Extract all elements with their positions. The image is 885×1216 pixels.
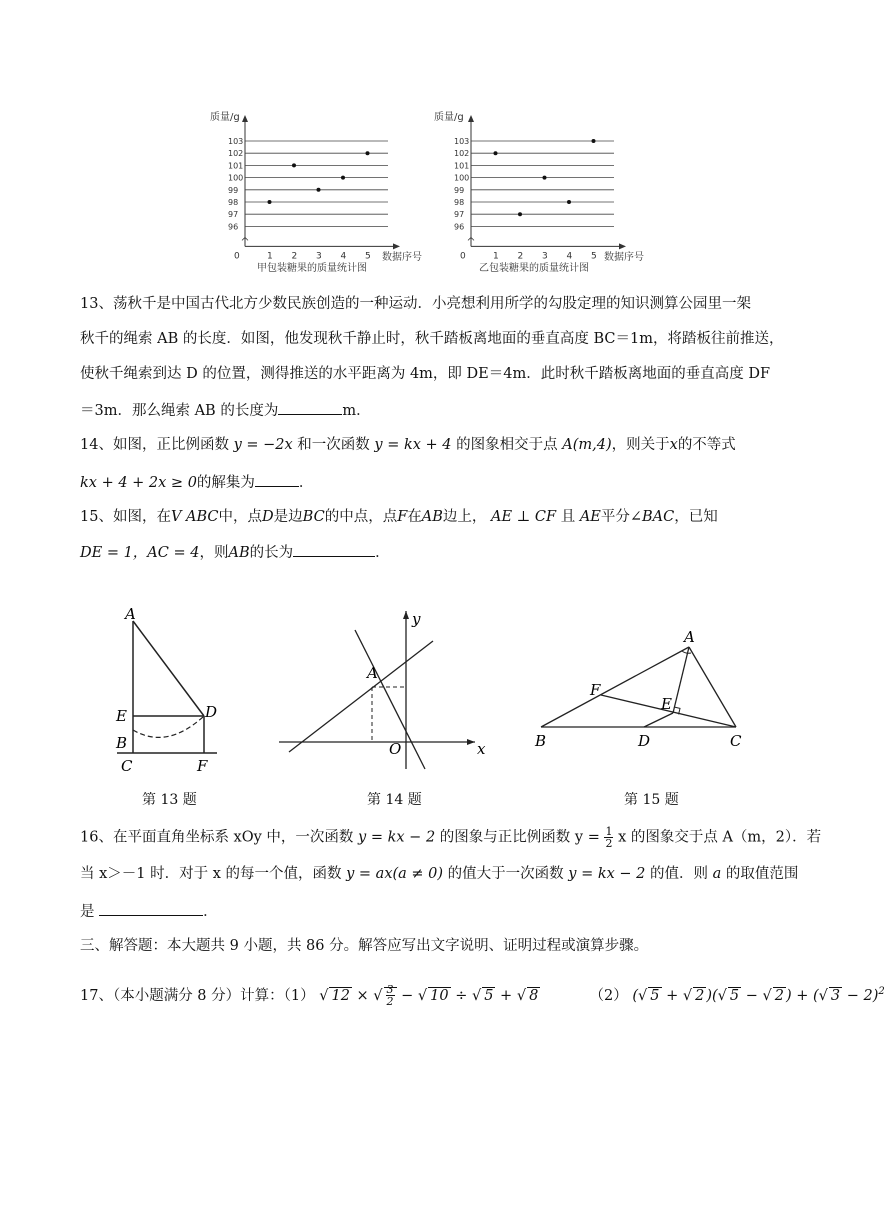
- f13-label-D: D: [205, 703, 218, 721]
- chart-ytick-label: 99: [228, 185, 239, 195]
- q17-text-a: 17、（本小题满分 8 分）计算：（1）: [80, 987, 315, 1004]
- q15-text-b: 中，点: [218, 509, 263, 525]
- f15-label-A: A: [684, 628, 695, 646]
- f13-label-E: E: [116, 707, 127, 725]
- q15-answer-blank[interactable]: [293, 542, 375, 557]
- q15-text-a: 15、如图，在: [80, 509, 171, 525]
- f15-label-B: B: [535, 732, 547, 750]
- q15-text-j: ，则: [199, 545, 229, 561]
- q13-answer-blank[interactable]: [278, 400, 342, 415]
- chart-origin-label: 0: [234, 251, 240, 262]
- chart-ytick-label: 103: [454, 137, 470, 146]
- chart-ytick-label: 101: [454, 161, 470, 171]
- q14-formula-5: kx + 4 + 2x ≥ 0: [80, 475, 197, 491]
- q15-text-g: 且: [560, 509, 576, 525]
- q15-formula-3: BC: [302, 509, 325, 525]
- q15-text-i: ，已知: [674, 509, 718, 525]
- chart-xtick-label: 5: [365, 251, 371, 262]
- chart-xtick-label: 3: [316, 251, 322, 262]
- q13-unit: m．: [342, 403, 371, 419]
- q16-fraction: [604, 826, 613, 849]
- figure-14: [275, 605, 490, 775]
- chart-xtick-label: 4: [340, 251, 347, 262]
- q16-text-2d: 的取值范围: [725, 866, 799, 882]
- f13-label-B: B: [116, 734, 128, 752]
- q15-text-d: 的中点，点: [324, 509, 398, 525]
- q14-formula-3: A(m,4): [562, 437, 612, 453]
- q15-text-f: 边上，: [442, 509, 487, 525]
- q16-frac-den: 2: [605, 837, 613, 850]
- f13-caption: 第 13 题: [142, 792, 197, 808]
- chart-ytick-label: 96: [454, 222, 465, 232]
- q16-text-2a: 当 x＞－1 时．对于 x 的每一个值，函数: [80, 866, 342, 882]
- q15-text-e: 在: [407, 509, 422, 525]
- q15-text-c: 是边: [273, 509, 303, 525]
- q16-frac-num: 1: [605, 825, 613, 838]
- q13-line4: [80, 400, 371, 420]
- chart-ytick-label: 102: [454, 149, 470, 159]
- q15-line2: [80, 542, 390, 562]
- q14-formula-1: y = −2x: [233, 437, 293, 453]
- chart-ytick-label: 98: [228, 198, 239, 207]
- chart-jia-ylabel: 质量/g: [210, 112, 240, 123]
- chart-point: [268, 200, 272, 204]
- chart-ytick-label: 97: [228, 210, 239, 220]
- q15-formula-8: ∠BAC: [629, 509, 675, 525]
- q17-line: [80, 983, 885, 1007]
- q16-text-3a: 是: [80, 904, 95, 920]
- chart-jia: [200, 105, 422, 275]
- chart-ytick-label: 101: [228, 161, 244, 171]
- q15-line1: [80, 508, 718, 526]
- q14-answer-blank[interactable]: [255, 472, 299, 487]
- q14-text-h: ．: [298, 475, 314, 491]
- chart-ytick-label: 100: [454, 173, 470, 183]
- section-3-heading: 三、解答题：本大题共 9 小题，共 86 分。解答应写出文字说明、证明过程或演算步骤。: [80, 938, 649, 954]
- q14-formula-2: y = kx + 4: [374, 437, 452, 453]
- chart-xtick-label: 2: [517, 251, 524, 262]
- q16-line1: [80, 826, 821, 849]
- chart-point: [366, 151, 370, 155]
- q14-text-b: 和一次函数: [297, 437, 370, 453]
- chart-ytick-label: 100: [228, 173, 244, 183]
- chart-ytick-label: 99: [454, 185, 465, 195]
- q15-formula-1: V ABC: [170, 509, 219, 525]
- q13-line2: 秋千的绳索 AB 的长度．如图，他发现秋千静止时，秋千踏板离地面的垂直高度 BC＝1m，将踏板往前推送，: [80, 331, 784, 347]
- chart-point: [592, 139, 596, 143]
- f15-label-D: D: [638, 732, 651, 750]
- q15-formula-6: AE ⊥ CF: [491, 509, 557, 525]
- q16-text-c: x 的图象交于点 A（m，2）．若: [618, 829, 822, 846]
- q15-formula-9: DE = 1，AC = 4: [80, 545, 200, 561]
- f14-label-A: A: [367, 664, 378, 682]
- chart-xtick-label: 3: [542, 251, 548, 262]
- f13-label-F: F: [197, 757, 208, 775]
- chart-point: [518, 212, 522, 216]
- chart-point: [317, 188, 321, 192]
- f13-label-C: C: [121, 757, 133, 775]
- f13-label-A: A: [125, 605, 136, 623]
- chart-point: [341, 176, 345, 180]
- q16-formula-3: y = kx − 2: [568, 866, 646, 882]
- f14-label-x: x: [477, 740, 486, 758]
- q16-answer-blank[interactable]: [99, 901, 203, 916]
- chart-ytick-label: 103: [228, 137, 244, 146]
- q15-text-k: 的长为: [249, 545, 294, 561]
- f14-label-y: y: [412, 610, 421, 628]
- f15-label-E: E: [661, 695, 672, 713]
- chart-xtick-label: 5: [591, 251, 597, 262]
- q16-line2: [80, 865, 798, 883]
- q14-formula-4: x: [669, 437, 678, 453]
- f14-label-O: O: [389, 740, 402, 758]
- chart-point: [292, 163, 296, 167]
- chart-point: [543, 176, 547, 180]
- q15-formula-4: F: [397, 509, 408, 525]
- q16-line3: [80, 901, 218, 921]
- chart-xtick-label: 1: [493, 251, 499, 262]
- chart-point: [567, 200, 571, 204]
- q16-formula-1: y = kx − 2: [358, 829, 436, 846]
- chart-yi: [426, 105, 656, 275]
- q17-text-b: （2）: [589, 987, 628, 1004]
- figure-15: [528, 625, 758, 755]
- q17-expr-2: (√ 5 + √ 2 )(√ 5 − √ 2 ) + (√ 3 − 2)$^2$: [632, 986, 885, 1004]
- q13-text: ＝3m．那么绳索 AB 的长度为: [80, 403, 279, 419]
- q14-text-c: 的图象相交于点: [456, 437, 558, 453]
- q16-text-b: 的图象与正比例函数 y =: [439, 829, 600, 846]
- chart-xtick-label: 1: [267, 251, 273, 262]
- q15-text-l: ．: [375, 545, 390, 561]
- q14-text-d: ，则关于: [611, 437, 670, 453]
- chart-xtick-label: 4: [566, 251, 573, 262]
- q13-line3: 使秋千绳索到达 D 的位置，测得推送的水平距离为 4m，即 DE＝4m．此时秋千踏板离地面的垂直高度 DF: [80, 366, 771, 382]
- chart-ytick-label: 102: [228, 149, 244, 159]
- q14-line2: [80, 472, 313, 492]
- chart-yi-ylabel: 质量/g: [434, 112, 464, 123]
- chart-yi-xlabel: 数据序号: [604, 252, 644, 263]
- chart-xtick-label: 2: [291, 251, 298, 262]
- q16-text-a: 16、在平面直角坐标系 xOy 中，一次函数: [80, 829, 354, 846]
- q14-text-e: 的不等式: [677, 437, 736, 453]
- q16-text-2c: 的值．则: [650, 866, 709, 882]
- chart-ytick-label: 98: [454, 198, 465, 207]
- chart-point: [494, 151, 498, 155]
- chart-origin-label: 0: [460, 251, 466, 262]
- q16-formula-4: a: [712, 866, 722, 882]
- f15-label-F: F: [590, 681, 601, 699]
- f15-caption: 第 15 题: [624, 792, 679, 808]
- chart-ytick-label: 96: [228, 222, 239, 232]
- q15-text-h: 平分: [600, 509, 630, 525]
- f15-label-C: C: [730, 732, 742, 750]
- q14-text-a: 14、如图，正比例函数: [80, 437, 229, 453]
- chart-yi-caption: 乙包装糖果的质量统计图: [479, 263, 589, 274]
- q13-line1: 13、荡秋千是中国古代北方少数民族创造的一种运动．小亮想利用所学的勾股定理的知识测算公园里一架: [80, 296, 751, 312]
- f14-caption: 第 14 题: [367, 792, 422, 808]
- q14-line1: [80, 436, 736, 454]
- q15-formula-2: D: [262, 509, 274, 525]
- chart-jia-xlabel: 数据序号: [382, 252, 422, 263]
- q16-text-2b: 的值大于一次函数: [447, 866, 564, 882]
- q17-expr-1: √ 12 × √ $\frac{3}{2}$ − √ 10 ÷ √ 5 + √ 8: [319, 983, 539, 1009]
- chart-ytick-label: 97: [454, 210, 465, 220]
- q16-text-3b: ．: [203, 904, 218, 920]
- q15-formula-5: AB: [421, 509, 443, 525]
- q16-formula-2: y = ax(a ≠ 0): [346, 866, 444, 882]
- q14-text-g: 的解集为: [196, 475, 255, 491]
- q15-formula-7: AE: [579, 509, 601, 525]
- figure-13: [105, 605, 235, 775]
- chart-jia-caption: 甲包装糖果的质量统计图: [257, 263, 367, 274]
- q15-formula-10: AB: [228, 545, 250, 561]
